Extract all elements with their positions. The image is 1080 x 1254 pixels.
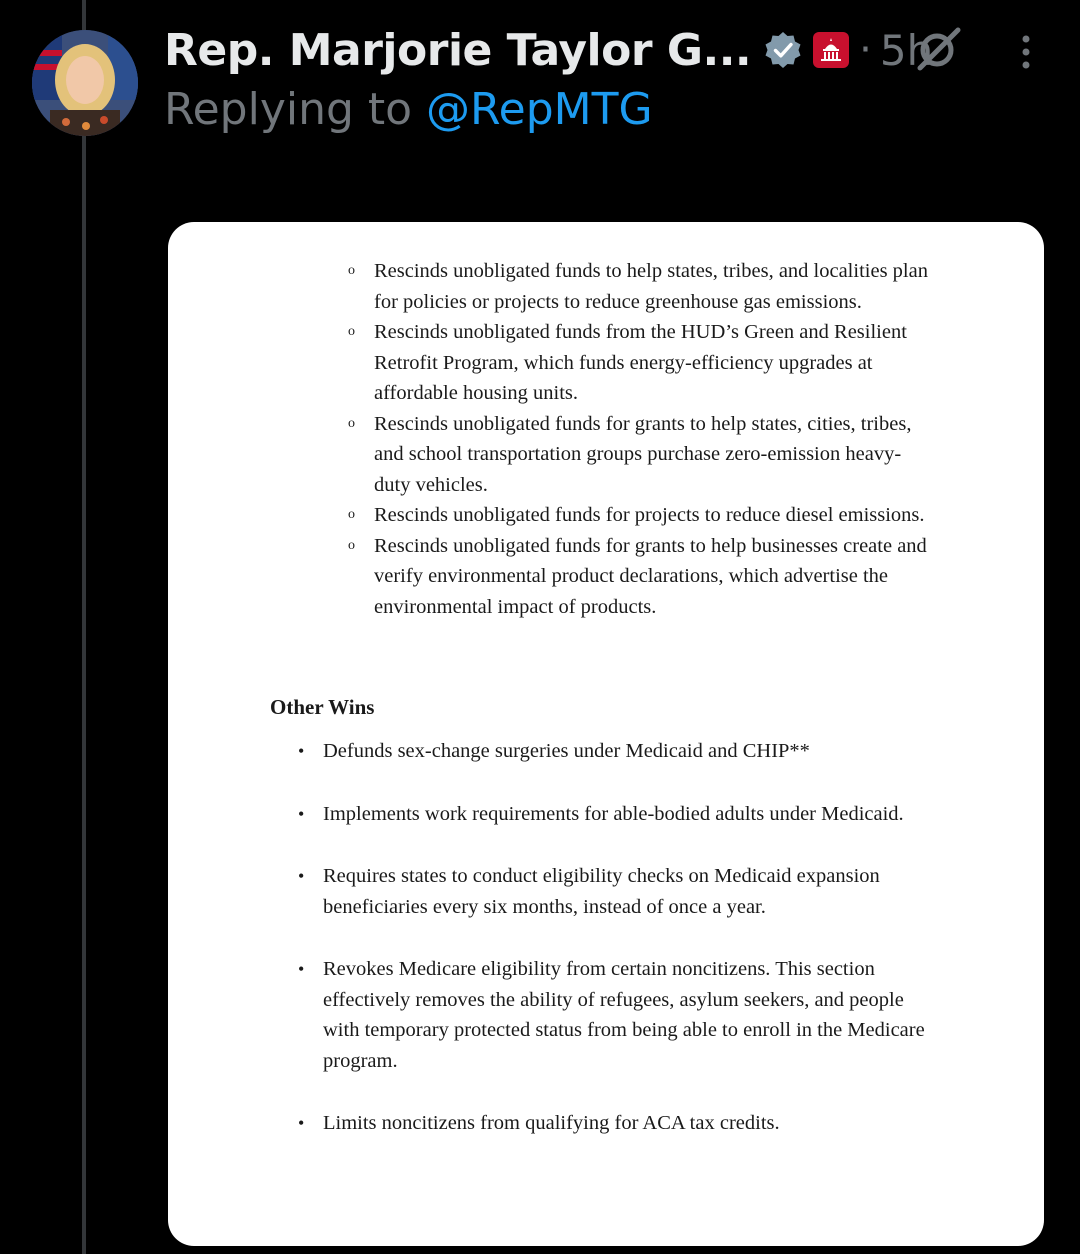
main-list-item xyxy=(298,799,938,830)
grok-icon[interactable] xyxy=(914,26,964,72)
hollow-bullet-icon: o xyxy=(348,324,355,339)
sub-list-item xyxy=(348,409,928,501)
hollow-bullet-icon: o xyxy=(348,507,355,522)
sub-list-item-text: Rescinds unobligated funds for grants to help states, cities, tribes, and school transportation groups purchase zero-emission heavy-duty vehicles. xyxy=(374,412,912,496)
separator-dot: · xyxy=(859,27,872,73)
hollow-bullet-icon: o xyxy=(348,537,355,553)
sub-list-item xyxy=(348,500,928,531)
main-list-item xyxy=(298,736,938,767)
main-list-item xyxy=(298,861,938,922)
sub-list-item xyxy=(348,317,928,409)
sub-list-item-text: Rescinds unobligated funds for grants to help businesses create and verify environmental product declarations, which advertise the environmental impact of products. xyxy=(374,534,927,618)
attached-document-image[interactable] xyxy=(168,222,1044,1246)
bullet-dot-icon: • xyxy=(298,741,305,761)
sub-list-item xyxy=(348,531,928,623)
sub-list-item-text: Rescinds unobligated funds for projects to reduce diesel emissions. xyxy=(374,504,925,526)
hollow-bullet-icon: o xyxy=(348,263,355,278)
bullet-dot-icon: • xyxy=(298,959,305,979)
main-list-item-text: Implements work requirements for able-bodied adults under Medicaid. xyxy=(323,802,904,825)
replying-to-line xyxy=(164,84,653,135)
main-list-item xyxy=(298,1108,938,1139)
more-vertical-icon[interactable] xyxy=(1014,34,1038,74)
main-list-item-text: Requires states to conduct eligibility checks on Medicaid expansion beneficiaries every six months, instead of once a year. xyxy=(323,865,880,918)
section-title: Other Wins xyxy=(270,695,375,719)
capitol-badge-icon[interactable] xyxy=(813,32,849,68)
tweet-header xyxy=(164,22,933,78)
main-list-item-text: Defunds sex-change surgeries under Medicaid and CHIP** xyxy=(323,740,810,762)
main-list-item xyxy=(298,954,938,1076)
other-wins-list xyxy=(298,736,938,1171)
replying-handle-link[interactable]: @RepMTG xyxy=(426,84,653,135)
sub-list-item xyxy=(348,256,928,317)
sub-list-item-text: Rescinds unobligated funds from the HUD’s Green and Resilient Retrofit Program, which funds energy-efficiency upgrades at affordable housing units. xyxy=(374,321,907,404)
sub-list-item-text: Rescinds unobligated funds to help states, tribes, and localities plan for policies or projects to reduce greenhouse gas emissions. xyxy=(374,260,928,313)
display-name[interactable]: Rep. Marjorie Taylor G... xyxy=(164,24,752,76)
main-list-item-text: Limits noncitizens from qualifying for ACA tax credits. xyxy=(323,1112,780,1134)
thread-connector-line xyxy=(82,0,86,1254)
rescission-sub-list xyxy=(348,256,928,622)
main-list-item-text: Revokes Medicare eligibility from certain noncitizens. This section effectively removes the ability of refugees, asylum seekers, and people with temporary protected status from being able to enroll in the Medicare program. xyxy=(323,958,925,1072)
bullet-dot-icon: • xyxy=(298,803,305,824)
replying-prefix: Replying to xyxy=(164,84,427,135)
hollow-bullet-icon: o xyxy=(348,415,355,431)
bullet-dot-icon: • xyxy=(298,1113,305,1133)
avatar-portrait-icon xyxy=(32,30,138,136)
bullet-dot-icon: • xyxy=(298,866,305,886)
avatar[interactable] xyxy=(32,30,138,136)
timestamp[interactable]: 5h xyxy=(879,25,934,75)
verified-badge-icon[interactable] xyxy=(763,30,803,70)
